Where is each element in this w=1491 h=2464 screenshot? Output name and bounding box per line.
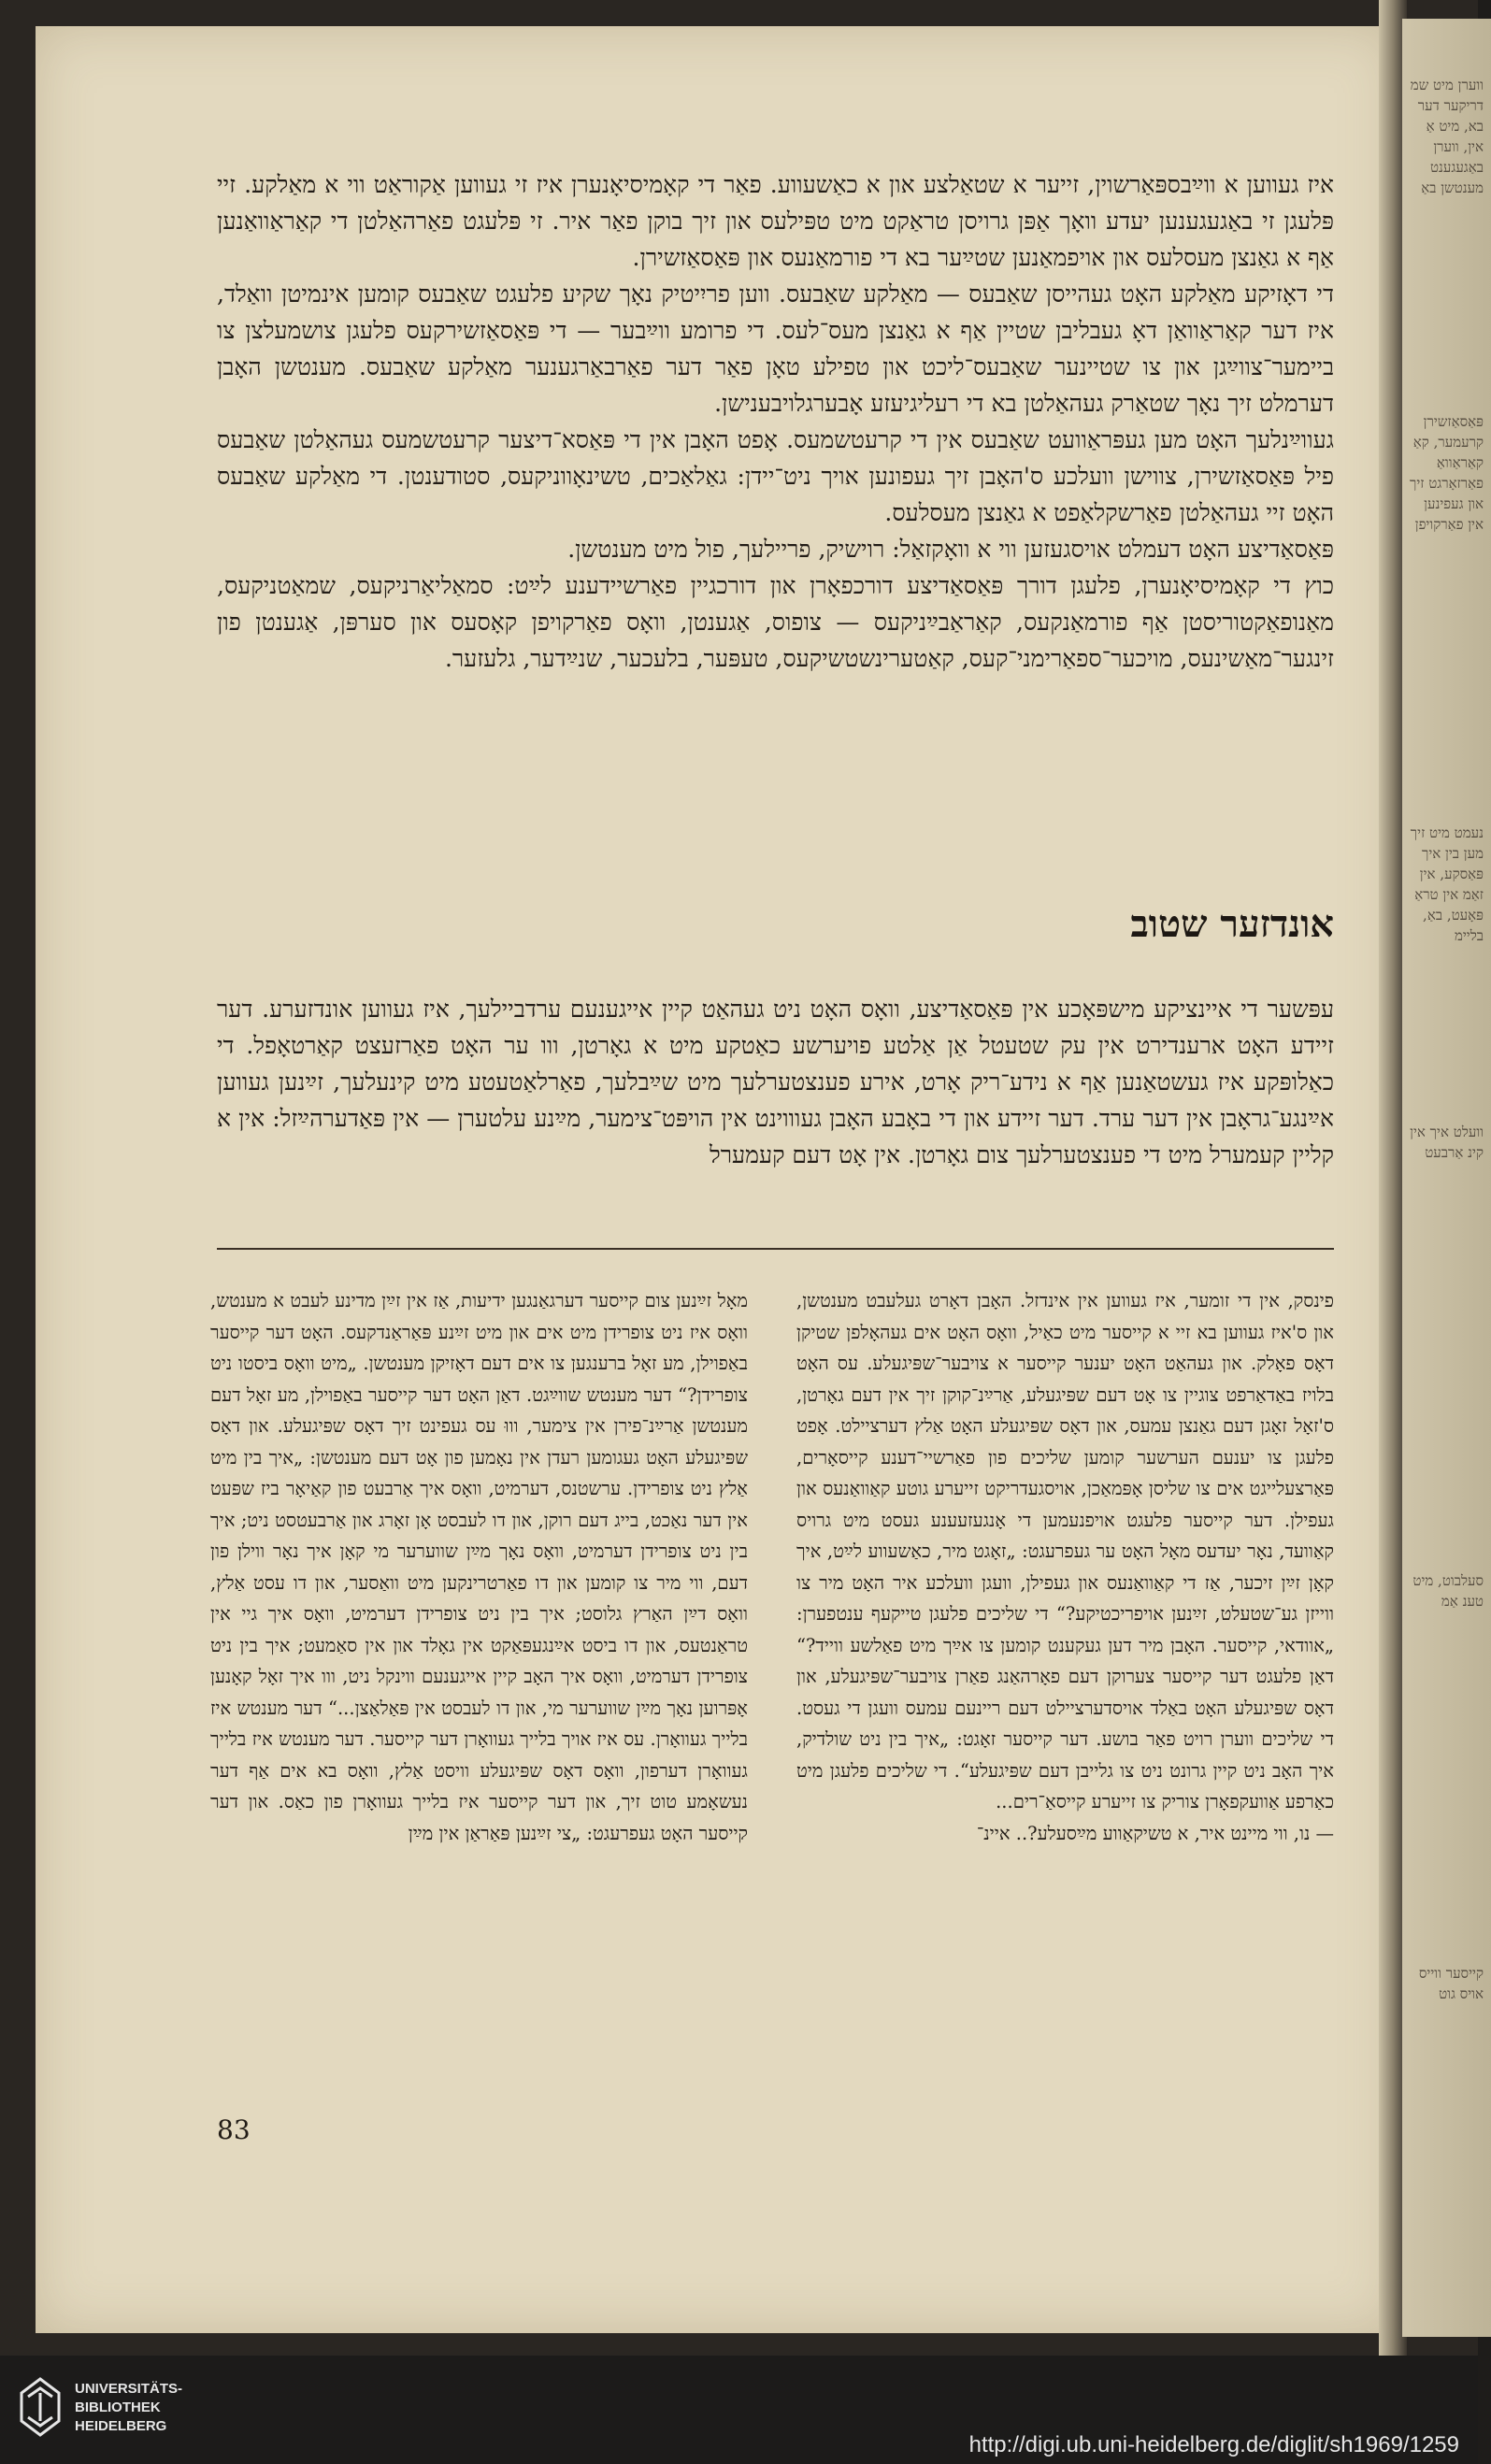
next-page-fragment: סעלבוט, מיט טענ אַמ	[1412, 1572, 1484, 1610]
paragraph: כוץ די קאָמיסיאָנערן, פלעגן דורך פּאַסאַדיצע דורכפאָרן און דורכגיין פאַרשיידענע לײַט: סמאַליאַרניקעס, שמאַטניקעס, מאַנופאַקטוריסטן אַף פורמאַנקעס, קאַראַבײַניקעס — צופוס, אַגענטן, וואָס פאַרקויפן קאָסעס און סערפּן, אַגענטן פון זינגער־מאַשינעס, מויכער־ספאַרימני־קעס, קאַטערינשטשיקעס, טעפּער, בלעכער, שנײַדער, גלעזער.	[217, 572, 1334, 672]
paragraph: עפּשער די איינציקע מישפּאָכע אין פּאַסאַדיצע, וואָס האָט ניט געהאַט קיין אייגענעם ערדביילעך, איז געווען אונדזערע. דער זיידע האָט ארענדירט אין עק שטעטל אַן אַלטע פויערשע כאַטקע מיט א גאָרטן, ווו ער האָט פאַרזעצט קאַרטאָפל. די כאַלופּקע איז געשטאַנען אַף א נידע־ריק אָרט, אירע פענצטערלעך מיט שײַבלעך, פאַרלאַטעטע מיט קינעלעך, זײַנען געווען אײַנגע־גראָבן אין דער ערד. דער זיידע און די באָבע האָבן געוווינט אין הויפּט־צימער, מײַנע עלטערן — אין פּאַדערהײַזל: אין א קליין קעמערל מיט די פענצטערלעך צום גאָרטן. אין אָט דעם קעמערל	[217, 996, 1334, 1168]
section-heading: אונדזער שטוב	[1130, 902, 1334, 946]
next-page-fragment: קייסער ווייס אויס גוט	[1418, 1965, 1484, 2002]
page-number: 83	[217, 2114, 251, 2145]
next-page-edge	[1402, 19, 1491, 2337]
next-page-fragment: נעמט מיט זיך מען בין איך פּאַסקע, אין זאַמ אין טראַ פּאָעט, באַ, בליימ	[1410, 824, 1484, 944]
section-text	[217, 991, 1334, 1173]
library-line: HEIDELBERG	[75, 2418, 167, 2434]
source-url[interactable]: http://digi.ub.uni-heidelberg.de/diglit/sh1969/1259	[968, 2432, 1459, 2457]
divider-rule	[217, 1248, 1334, 1250]
library-line: BIBLIOTHEK	[75, 2400, 161, 2415]
next-page-fragment: פּאַסאַזשירן קרעמער, קאַ קאַראַוואַ פאַרזאָרגט זיך און געפינען אין פאַרקויפן	[1409, 413, 1484, 533]
column-right: פינסק, אין די זומער, איז געווען אין אינדזל. האָבן דאָרט געלעבט מענטשן, און ס'איז געווען בא זיי א קייסער מיט כאַיל, וואָס האָט אים געהאָלפן שטיקן דאָס פאָלק. און געהאַט האָט יענער קייסער א צויבער־שפּיגעלע. עס האָט בלויז באַדאַרפט צוגיין צו אָט דעם שפּיגעלע, אַרײַנ־קוקן זיך אין דעם גאָרטן, ס'זאָל זאָגן דעם גאַנצן עמעס, און דאָס שפּיגעלע האָט אַלץ דערציילט. אָפט פלעגן צו יענעם הערשער קומען שליכים פון פאַרשיי־דענע קייסאָרים, פּאַרצעלייגט אים צו שליסן אָפּמאַכן, אויסגעדריקט זייערע גוטע קאַוואַנעס און געפילן. דער קייסער פלעגט אויפנעמען די אָנגעזעענע געסט מיט גרויס קאַוועד, נאָר יעדעס מאָל האָט ער געפרעגט: „זאָגט מיר, כאַשעווע לײַט, איך קאָן זײַן זיכער, אַז די קאַוואַנעס און געפילן, וועגן וועלכע איר האָט מיר צו ווייזן גע־שטעלט, זײַנען אויפריכטיקע?“ די שליכים פלעגן טייקעף ענטפערן: „אוודאי, קייסער. האָבן מיר דען געקענט קומען צו אײַך מיט פאַלשע ווייד?“ דאַן פלעגט דער קייסער צערוקן דעם פאָרהאַנג פאַרן צויבער־שפּיגעלע, און דאָס שפּיגעלע האָט באַלד אויסדערציילט דעם ריינעם עמעס וועגן די געסט. די שליכים ווערן רויט פאַר בושע. דער קייסער זאָגט: „איך בין ניט שולדיק, איך האָב ניט קיין גרונט ניט צו גלייבן דעם שפּיגעלע“. די שליכים פלעגן מיט כאַרפע אַוועקפאָרן צוריק צו זייערע קייסאַ־רים... — נו, ווי מיינט איר, א טשיקאַווע מײַסעלע?.. איינ־	[796, 1290, 1334, 1844]
paragraph: די דאָזיקע מאַלקע האָט געהייסן שאַבעס — מאַלקע שאַבעס. ווען פריִיטיק נאָך שקיע פלעגט שאַבעס קומען אינמיטן וואַלד, איז דער קאַראַוואַן דאָ געבליבן שטיין אַף א גאַנצן מעס־לעס. די פרומע ווײַבער — די פּאַסאַזשירקעס פלעגן צושמעלצן צו ביימער־צווײַגן און צו שטיינער שאַבעס־ליכט און טפילע טאָן פאַר דער פאַרבאַרגענער מאַלקע שאַבעס. מענטשן האָבן דערמלט זיך נאָך שטאַרק געהאַלטן בא די רעליגיעזע אָבערגלויבענישן.	[217, 280, 1334, 417]
intro-text	[217, 166, 1334, 677]
paragraph: איז געווען א ווײַבספּאַרשוין, זייער א שטאַלצע און א כאַשעווע. פאַר די קאָמיסיאָנערן איז זי געווען אַקוראַט ווי א מאַלקע. זיי פּלעגן זי באַגעגענען יעדע וואָך אַפּן גרויסן טראַקט מיט טפּילעס און זיך בוקן פאַר איר. זי פּלעגט פאַרהאַלטן די קאַראַוואַנען אַף א גאַנצן מעסלעס און אויפמאַנען שטײַער בא די פורמאַנעס און פּאַסאַזשירן.	[217, 171, 1334, 271]
paragraph: פּאַסאַדיצע האָט דעמלט אויסגעזען ווי א וואָקזאַל: רוישיק, פריילעך, פול מיט מענטשן.	[567, 536, 1334, 563]
library-line: UNIVERSITÄTS-	[75, 2381, 183, 2397]
paragraph: געווײַנלעך האָט מען געפּראַוועט שאַבעס אין די קרעטשמעס. אָפט האָבן אין די פּאַסא־דיצער קרעטשמעס געהאַלטן שאַבעס פיל פּאַסאַזשירן, צווישן וועלכע ס'האָבן זיך געפונען אויך ניט־יידן: גאַלאַכים, טשינאָווניקעס, סטודענטן. די מאַלקע שאַבעס האָט זיי געהאַלטן פאַרשקלאַפט א גאַנצן מעסלעס.	[217, 426, 1334, 526]
column-left: מאָל זײַנען צום קייסער דערגאַנגען ידיעות, אַז אין זײַן מדינע לעבט א מענטש, וואָס איז ניט צופרידן מיט אים און מיט זײַנע פּאַראַנדקעס. האָט דער קייסער באַפוילן, מע זאָל ברענגען צו אים דעם דאָזיקן מענטשן. „מיט וואָס ביסטו ניט צופרידן?“ דער מענטש שווײַגט. דאַן האָט דער קייסער באַפוילן, מע זאָל דעם מענטשן אַרײַנ־פירן אין צימער, וווּ עס געפינט זיך דאָס שפּיגעלע. און דאָס שפּיגעלע האָט געגומען רעדן אין נאָמען פון אָט דעם מענטשן: „איך בין מיט אַלץ ניט צופרידן. ערשטנס, דערמיט, וואָס איך אַרבעט פון קאַיאָר ביז שפּעט אין דער נאַכט, בייג דעם רוקן, און דו לעבסט אָן זאָרג און אַרבעטסט ניט; איך בין ניט צופרידן דערמיט, וואָס נאָך מײַן שווערער מי קאָן איך נאָר ווילן פון דעם, ווי מיר צו קומען און דו פאַרטרינקען מיט וואַסער, און דו עסט אַלץ, וואָס דײַן האַרץ גלוסט; איך בין ניט צופרידן דערמיט, וואָס איך גיי אין טראַנטעס, און דו ביסט אײַנגעפּאַקט אין גאָלד און אין סאַמעט; איך בין ניט צופרידן דערמיט, וואָס איך האָב קיין אייגענעם ווינקל ניט, ווו איך זאָל קאָנען אָפּרוען נאָך מײַן שווערער מי, און דו לעבסט אין פּאַלאַצן...“ דער מענטש איז בלייך געוואָרן. עס איז אויך בלייך געוואָרן דער קייסער. דער מענטש איז בלייך געוואָרן דערפון, וואָס דאָס שפּיגעלע וויסט אַלץ, וואָס בא אים אַף דער נעשאָמע טוט זיך, און דער קייסער איז בלייך געוואָרן פון כאַס. און דער קייסער האָט געפרעגט: „צי זײַנען פּאַראַן אין מײַן	[210, 1290, 748, 1844]
next-page-fragment: ווערן מיט שמ דריקער דער בא, מיט אַ אין, ווערן באַגעגענט מענטשן באַ	[1410, 77, 1484, 196]
next-page-fragment: וועלט איך אין קינ אַרבעט	[1410, 1124, 1484, 1161]
library-logo-text	[75, 2380, 182, 2436]
university-seal-icon	[17, 2374, 64, 2440]
